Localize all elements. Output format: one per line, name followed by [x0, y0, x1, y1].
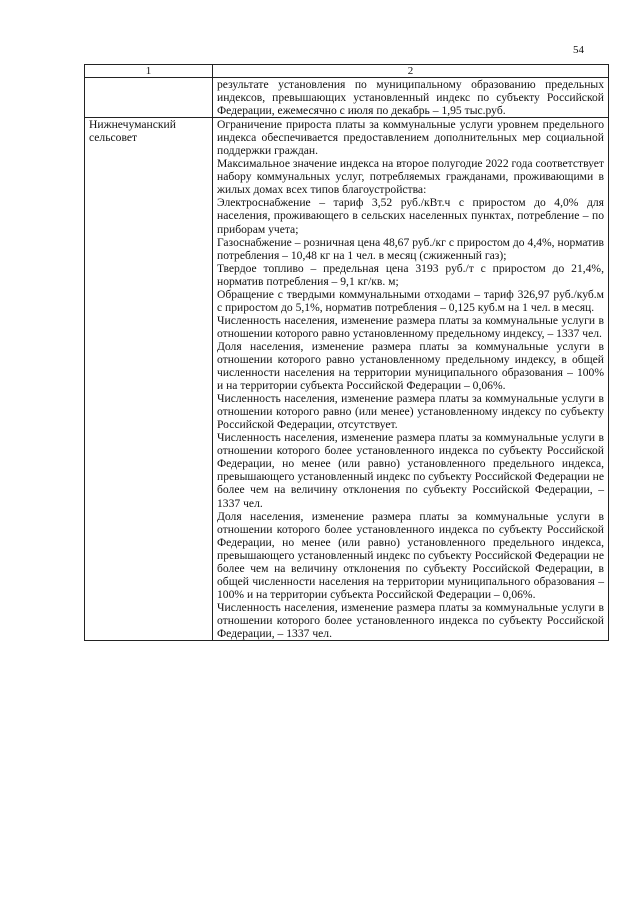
paragraph-share-between: Доля населения, изменение размера платы за коммунальные услуги в отношении которого более установленного индекса по субъекту Российской Федерации, но менее (или равно) установленного предельного индекса, превышающего установленный индекс по субъекту Российской Федерации не более чем на величину отклонения по субъекту Российской Федерации, в общей численности населения на территории муниципального образования – 100% и на территории субъекта Российской Федерации – 0,06%. — [217, 509, 604, 601]
document-table — [84, 64, 609, 641]
paragraph-solid-fuel: Твердое топливо – предельная цена 3193 руб./т с приростом до 21,4%, норматив потребления – 9,1 кг/кв. м; — [217, 261, 604, 288]
paragraph-population-between: Численность населения, изменение размера платы за коммунальные услуги в отношении которого более установленного индекса по субъекту Российской Федерации, но менее (или равно) установленного предельного индекса, превышающего установленный индекс по субъекту Российской Федерации не более чем на величину отклонения по субъекту Российской Федерации, – 1337 чел. — [217, 431, 604, 510]
table-row — [85, 78, 609, 118]
row1-left-cell — [85, 78, 213, 118]
page-number: 54 — [573, 44, 584, 56]
paragraph-gas: Газоснабжение – розничная цена 48,67 руб./кг с приростом до 4,4%, норматив потребления – 10,48 кг на 1 чел. в месяц (сжиженный газ); — [217, 235, 604, 262]
paragraph-population-less: Численность населения, изменение размера платы за коммунальные услуги в отношении которого равно (или менее) установленному индексу по субъекту Российской Федерации, отсутствует. — [217, 392, 604, 432]
paragraph-max-index: Максимальное значение индекса на второе полугодие 2022 года соответствует набору коммунальных услуг, потребляемых гражданами, проживающими в жилых домах всех типов благоустройства: — [217, 157, 604, 197]
paragraph-population-equal: Численность населения, изменение размера платы за коммунальные услуги в отношении которого равно установленному предельному индексу, – 1337 чел. — [217, 313, 604, 340]
paragraph-limit-intro: Ограничение прироста платы за коммунальные услуги уровнем предельного индекса обеспечивается предоставлением дополнительных мер социальной поддержки граждан. — [217, 118, 604, 158]
paragraph-share-equal: Доля населения, изменение размера платы за коммунальные услуги в отношении которого равно установленному предельному индексу, в общей численности населения на территории муниципального образования – 100% и на территории субъекта Российской Федерации – 0,06%. — [217, 339, 604, 393]
paragraph-electricity: Электроснабжение – тариф 3,52 руб./кВт.ч с приростом до 4,0% для населения, проживающего в сельских населенных пунктах, потребление – по приборам учета; — [217, 196, 604, 236]
paragraph-population-more: Численность населения, изменение размера платы за коммунальные услуги в отношении которого более установленного индекса по субъекту Российской Федерации, – 1337 чел. — [217, 600, 604, 640]
table-row — [85, 118, 609, 641]
table-header-row — [85, 65, 609, 78]
column-header-2: 2 — [213, 65, 609, 78]
paragraph-waste: Обращение с твердыми коммунальными отходами – тариф 326,97 руб./куб.м с приростом до 5,1%, норматив потребления – 0,125 куб.м на 1 чел. в месяц. — [217, 287, 604, 314]
row2-right-cell — [213, 118, 609, 641]
column-header-1: 1 — [85, 65, 213, 78]
row1-right-cell — [213, 78, 609, 118]
row1-paragraph: результате установления по муниципальному образованию предельных индексов, превышающих установленный индекс по субъекту Российской Федерации, ежемесячно с июля по декабрь – 1,95 тыс.руб. — [217, 78, 604, 118]
municipality-name: Нижнечуманский сельсовет — [85, 118, 213, 641]
